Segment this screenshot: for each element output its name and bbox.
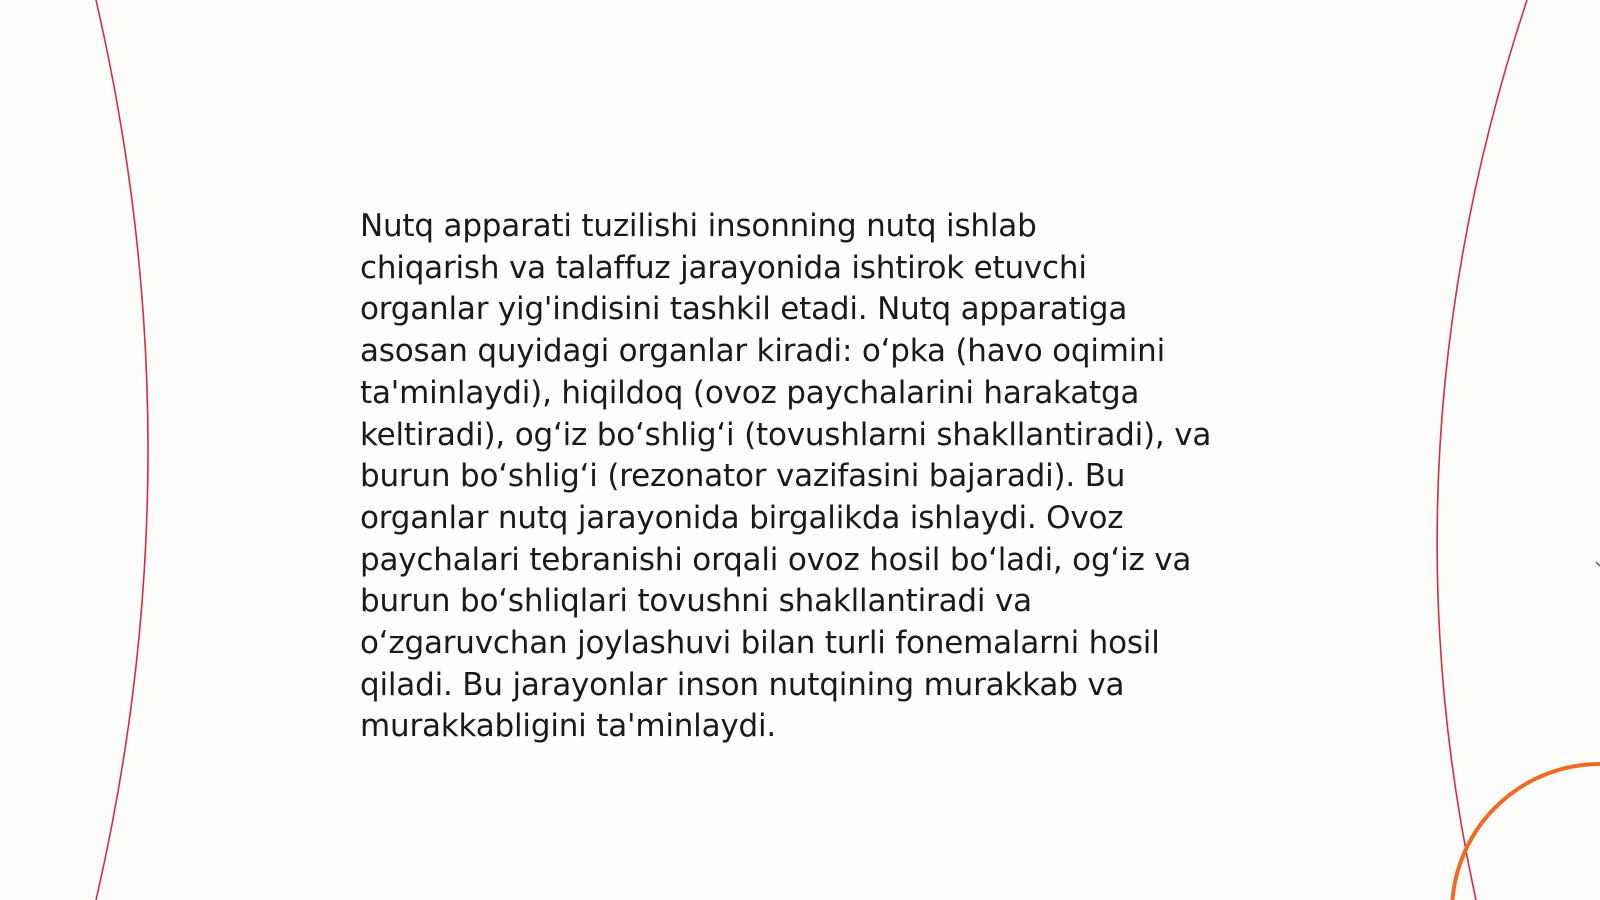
orange-circle-outline [1452, 764, 1600, 900]
slide-body-text: Nutq apparati tuzilishi insonning nutq ishlab chiqarish va talaffuz jarayonida ishtirok etuvchi organlar yig'indisini tashkil etadi. Nutq apparatiga asosan quyidagi organlar kiradi: oʻpka (havo oqimini ta'minlaydi), hiqildoq (ovoz paychalarini harakatga keltiradi), ogʻiz boʻshligʻi (tovushlarni shakllantiradi), va burun boʻshligʻi (rezonator vazifasini bajaradi). Bu organlar nutq jarayonida birgalikda ishlaydi. Ovoz paychalari tebranishi orqali ovoz hosil boʻladi, ogʻiz va burun boʻshliqlari tovushni shakllantiradi va oʻzgaruvchan joylashuvi bilan turli fonemalarni hosil qiladi. Bu jarayonlar inson nutqining murakkab va murakkabligini ta'minlaydi. [360, 208, 1212, 745]
left-curve-line [96, 0, 148, 900]
small-mark [1596, 562, 1600, 566]
right-curve-line [1437, 0, 1527, 900]
